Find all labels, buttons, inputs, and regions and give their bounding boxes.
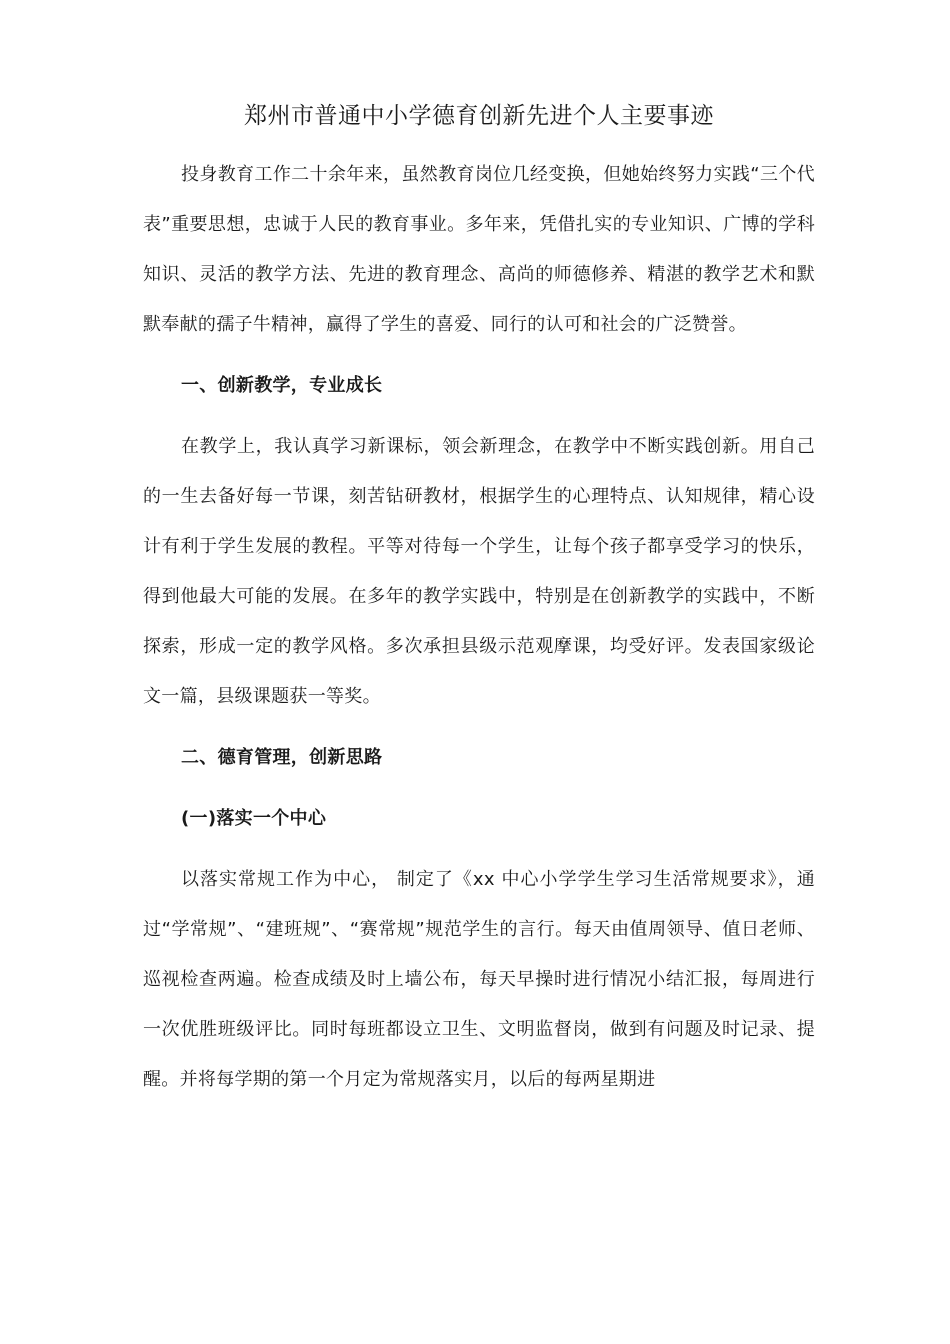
intro-paragraph: 投身教育工作二十余年来，虽然教育岗位几经变换，但她始终努力实践“三个代表”重要思想，忠诚于人民的教育事业。多年来，凭借扎实的专业知识、广博的学科知识、灵活的教学方法、先进的教育理念、高尚的师德修养、精湛的教学艺术和默默奉献的孺子牛精神，赢得了学生的喜爱、同行的认可和社会的广泛赞誉。 [143, 164, 815, 335]
section-heading-teaching: 一、创新教学，专业成长 [181, 375, 383, 396]
document-body [143, 96, 815, 1105]
teaching-paragraph: 在教学上，我认真学习新课标，领会新理念，在教学中不断实践创新。用自己的一生去备好每一节课，刻苦钻研教材，根据学生的心理特点、认知规律，精心设计有利于学生发展的教程。平等对待每一个学生，让每个孩子都享受学习的快乐，得到他最大可能的发展。在多年的教学实践中，特别是在创新教学的实践中，不断探索，形成一定的教学风格。多次承担县级示范观摩课，均受好评。发表国家级论文一篇，县级课题获一等奖。 [143, 436, 815, 707]
document-title: 郑州市普通中小学德育创新先进个人主要事迹 [244, 103, 714, 129]
section-heading-moral-education: 二、德育管理，创新思路 [181, 747, 383, 768]
subsection-heading-one-center: (一)落实一个中心 [181, 808, 327, 829]
one-center-paragraph: 以落实常规工作为中心， 制定了《xx 中心小学学生学习生活常规要求》，通过“学常规”、“建班规”、“赛常规”规范学生的言行。每天由值周领导、值日老师、巡视检查两遍。检查成绩及时上墙公布，每天早操时进行情况小结汇报，每周进行一次优胜班级评比。同时每班都设立卫生、文明监督岗，做到有问题及时记录、提醒。并将每学期的第一个月定为常规落实月，以后的每两星期进 [143, 869, 815, 1090]
